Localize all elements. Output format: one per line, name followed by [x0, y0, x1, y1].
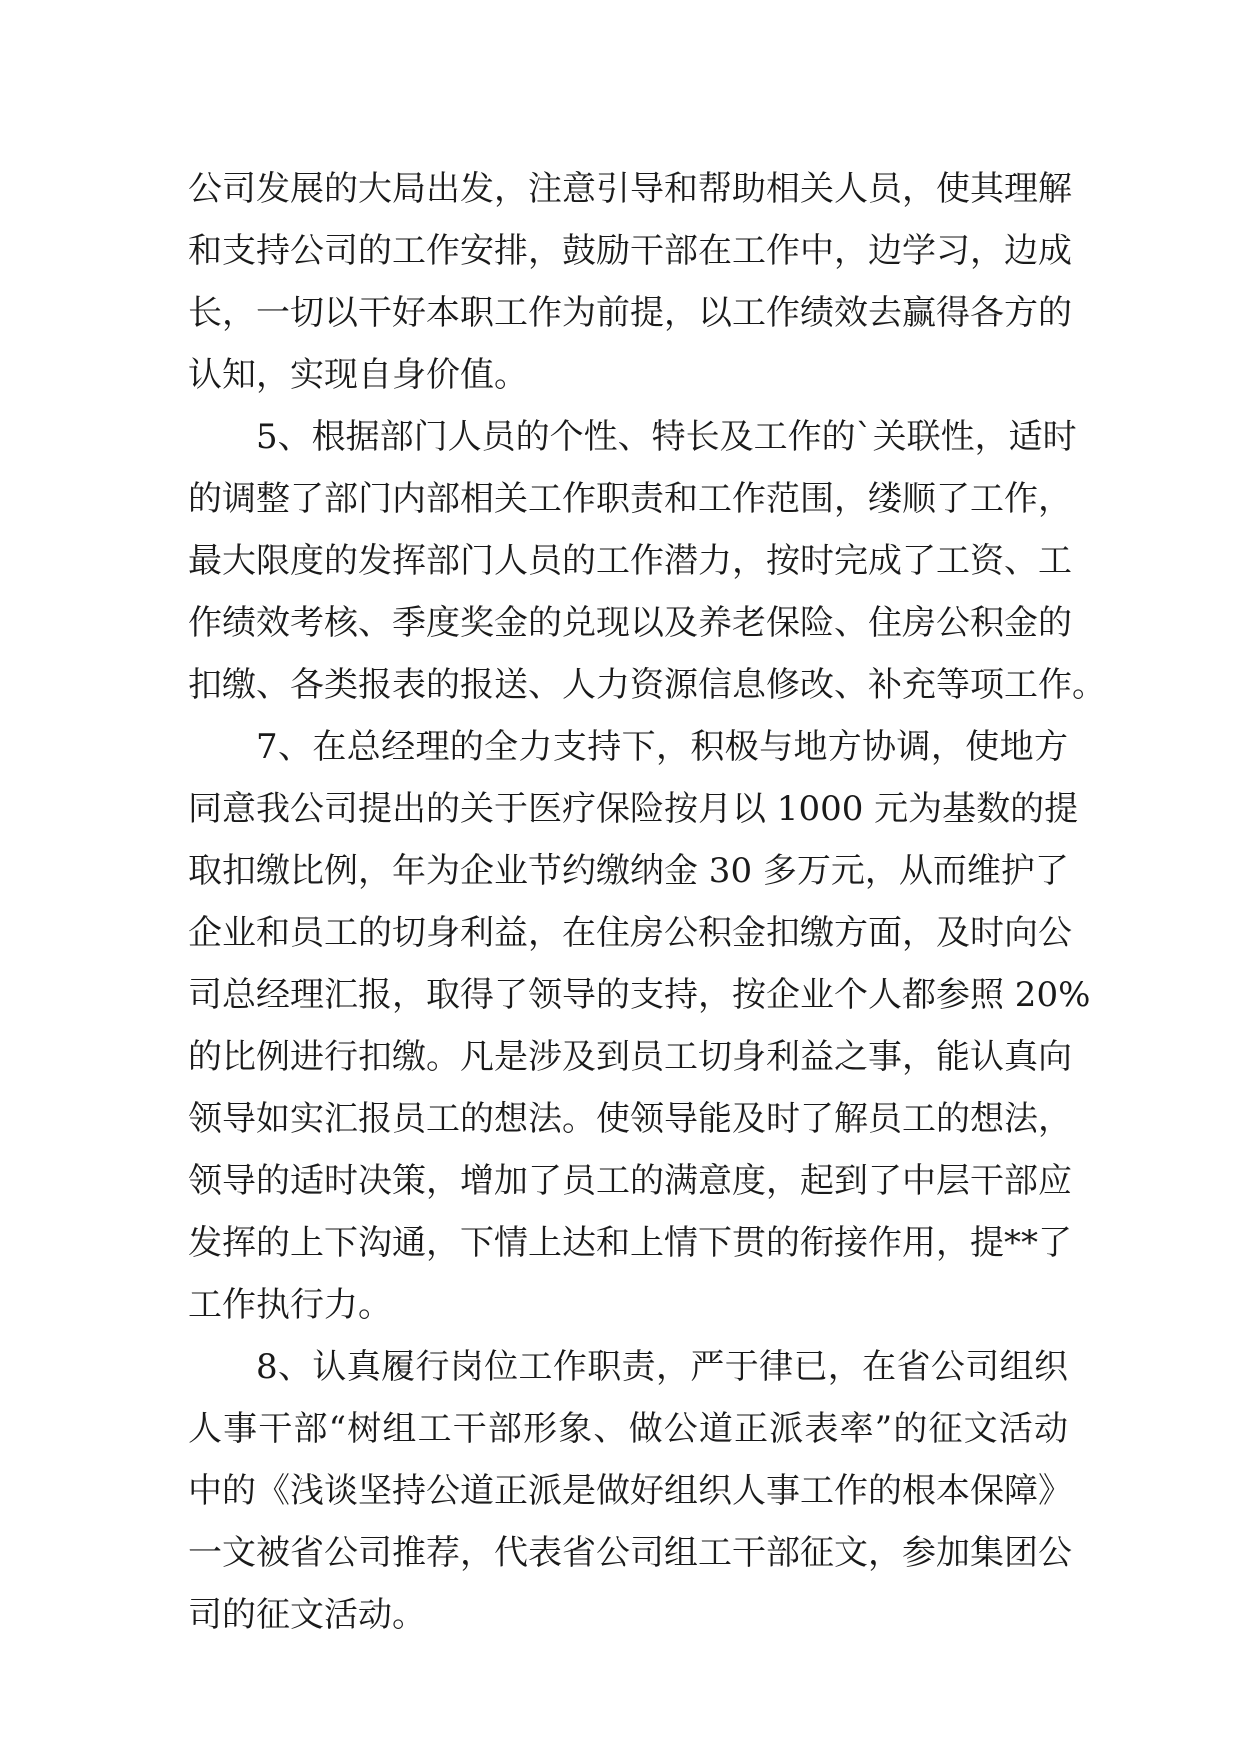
- text-line: 认知，实现自身价值。: [188, 355, 528, 395]
- text-line: 同意我公司提出的关于医疗保险按月以 1000 元为基数的提: [188, 789, 1079, 829]
- document-body: [188, 158, 1106, 1646]
- text-line: 的比例进行扣缴。凡是涉及到员工切身利益之事，能认真向: [188, 1037, 1072, 1077]
- text-line: 最大限度的发挥部门人员的工作潜力，按时完成了工资、工: [188, 541, 1072, 581]
- text-line: 司的征文活动。: [188, 1595, 426, 1635]
- paragraph-continuation: [188, 158, 1072, 406]
- text-line: 的调整了部门内部相关工作职责和工作范围，缕顺了工作，: [188, 479, 1072, 519]
- text-line: 公司发展的大局出发，注意引导和帮助相关人员，使其理解: [188, 169, 1072, 209]
- text-line: 中的《浅谈坚持公道正派是做好组织人事工作的根本保障》: [188, 1471, 1072, 1511]
- paragraph-item-8: [188, 1336, 1072, 1646]
- paragraph-item-7: [188, 716, 1091, 1336]
- text-line: 作绩效考核、季度奖金的兑现以及养老保险、住房公积金的: [188, 603, 1072, 643]
- text-line: 7、在总经理的全力支持下，积极与地方协调，使地方: [256, 727, 1068, 767]
- text-line: 司总经理汇报，取得了领导的支持，按企业个人都参照 20%: [188, 975, 1091, 1015]
- text-line: 8、认真履行岗位工作职责，严于律已，在省公司组织: [256, 1347, 1068, 1387]
- text-line: 领导如实汇报员工的想法。使领导能及时了解员工的想法，: [188, 1099, 1072, 1139]
- text-line: 扣缴、各类报表的报送、人力资源信息修改、补充等项工作。: [188, 665, 1106, 705]
- text-line: 发挥的上下沟通，下情上达和上情下贯的衔接作用，提**了: [188, 1223, 1072, 1263]
- text-line: 企业和员工的切身利益，在住房公积金扣缴方面，及时向公: [188, 913, 1072, 953]
- text-line: 取扣缴比例，年为企业节约缴纳金 30 多万元，从而维护了: [188, 851, 1069, 891]
- text-line: 长，一切以干好本职工作为前提，以工作绩效去赢得各方的: [188, 293, 1072, 333]
- text-line: 5、根据部门人员的个性、特长及工作的`关联性，适时: [256, 417, 1077, 457]
- text-line: 工作执行力。: [188, 1285, 392, 1325]
- text-line: 一文被省公司推荐，代表省公司组工干部征文，参加集团公: [188, 1533, 1072, 1573]
- text-line: 人事干部“树组工干部形象、做公道正派表率”的征文活动: [188, 1409, 1068, 1449]
- text-line: 和支持公司的工作安排，鼓励干部在工作中，边学习，边成: [188, 231, 1072, 271]
- paragraph-item-5: [188, 406, 1106, 716]
- text-line: 领导的适时决策，增加了员工的满意度，起到了中层干部应: [188, 1161, 1072, 1201]
